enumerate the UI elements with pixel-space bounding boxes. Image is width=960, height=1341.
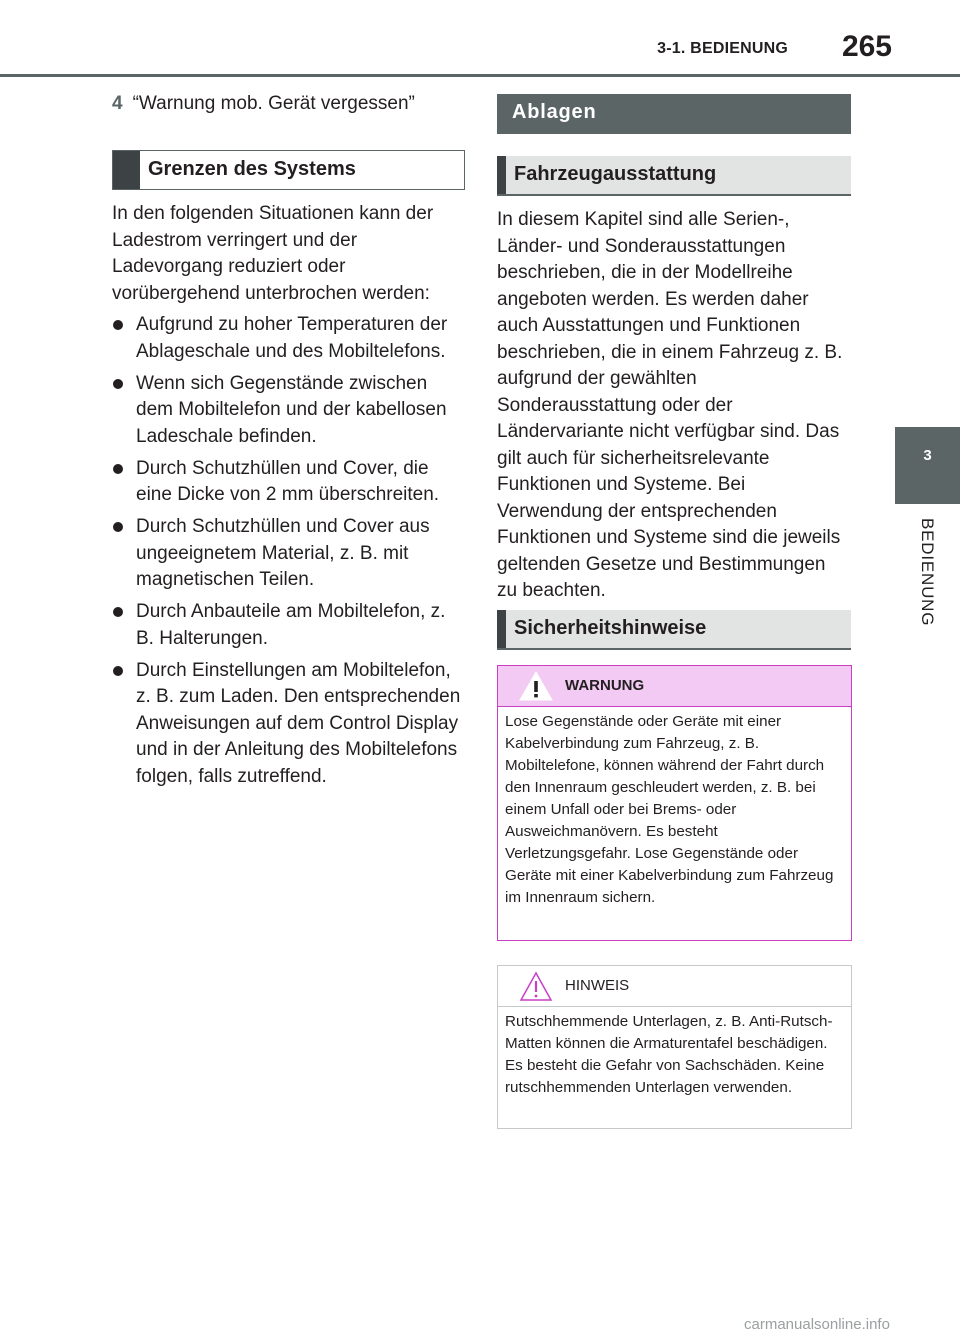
chapter-title: 3-1. BEDIENUNG xyxy=(657,40,788,57)
list-item: Wenn sich Gegenstände zwischen dem Mobiltelefon und der kabellosen Ladeschale befinden. xyxy=(112,371,462,451)
limits-intro: In den folgenden Situationen kann der Ladestrom verringert und der Ladevorgang reduziert oder vorübergehend unterbrochen werden: xyxy=(112,203,434,304)
warning-header xyxy=(498,666,851,707)
note-box xyxy=(497,965,852,1129)
warning-triangle-icon xyxy=(518,670,554,702)
note-text: Rutschhemmende Unterlagen, z. B. Anti-Rutsch-Matten können die Armaturentafel beschädigen. Es besteht die Gefahr von Sachschäden. Keine rutschhemmenden Unterlagen verwenden. xyxy=(505,1013,833,1096)
section-header-bar xyxy=(113,151,140,189)
list-item: Durch Anbauteile am Mobiltelefon, z. B. Halterungen. xyxy=(112,599,462,652)
step-text: “Warnung mob. Gerät vergessen” xyxy=(132,93,415,114)
limits-list xyxy=(112,312,462,796)
list-item: Durch Schutzhüllen und Cover aus ungeeignetem Material, z. B. mit magnetischen Teilen. xyxy=(112,514,462,594)
step-item xyxy=(112,93,462,115)
list-item: Aufgrund zu hoher Temperaturen der Ablageschale und des Mobiltelefons. xyxy=(112,312,462,365)
list-item: Durch Schutzhüllen und Cover, die eine Dicke von 2 mm überschreiten. xyxy=(112,456,462,509)
section-header-limits xyxy=(112,150,465,190)
note-header xyxy=(498,966,851,1007)
main-section-header xyxy=(497,94,851,134)
chapter-tab xyxy=(895,427,960,504)
warning-text: Lose Gegenstände oder Geräte mit einer Kabelverbindung zum Fahrzeug, z. B. Mobiltelefone, können während der Fahrt durch den Innenraum geschleudert werden, z. B. bei einem Unfall oder bei Brems- oder Ausweichmanövern. Es besteht Verletzungsgefahr. Lose Gegenstände oder Geräte mit einer Kabelverbindung zum Fahrzeug im Innenraum sichern. xyxy=(505,713,834,906)
section-header-title: Grenzen des Systems xyxy=(148,158,356,180)
page-number: 265 xyxy=(841,30,892,63)
section-header-bar xyxy=(497,156,506,194)
step-number: 4 xyxy=(112,93,123,114)
section-header-safety xyxy=(497,610,851,650)
warning-title: WARNUNG xyxy=(565,677,645,694)
list-item: Durch Einstellungen am Mobiltelefon, z. B. zum Laden. Den entsprechenden Anweisungen auf dem Control Display und in der Anleitung des Mobiltelefons folgen, falls zutreffend. xyxy=(112,658,462,791)
warning-box xyxy=(497,665,852,941)
section-header-bar xyxy=(497,610,506,648)
watermark: carmanualsonline.info xyxy=(744,1316,890,1333)
main-section-title: Ablagen xyxy=(512,101,597,123)
chapter-tab-label: BEDIENUNG xyxy=(918,518,937,627)
equipment-text: In diesem Kapitel sind alle Serien-, Länder- und Sonderausstattungen beschrieben, die in der Modellreihe angeboten werden. Es werden daher auch Ausstattungen und Funktionen beschrieben, die in einem Fahrzeug z. B. aufgrund der gewählten Sonderausstattung oder der Ländervariante nicht verfügbar sind. Das gilt auch für sicherheitsrelevante Funktionen und Systeme. Bei Verwendung der entsprechenden Funktionen und Systeme sind die jeweils geltenden Gesetze und Bestimmungen zu beachten. xyxy=(497,209,843,601)
note-title: HINWEIS xyxy=(565,977,630,994)
section-header-equipment xyxy=(497,156,851,196)
caution-triangle-icon xyxy=(518,970,554,1002)
header-divider xyxy=(0,74,960,77)
section-header-title: Fahrzeugausstattung xyxy=(514,163,717,185)
section-header-title: Sicherheitshinweise xyxy=(514,617,707,639)
chapter-tab-number: 3 xyxy=(923,447,932,464)
